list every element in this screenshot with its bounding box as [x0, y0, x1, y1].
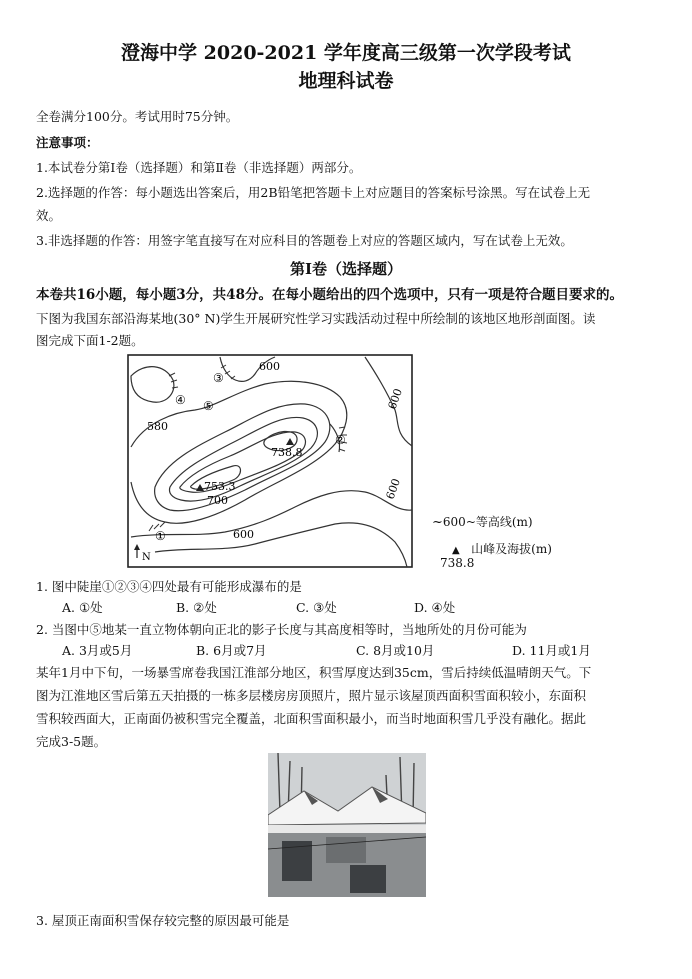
legend-contour-value: 600 — [442, 515, 466, 529]
score-line: 全卷满分100分。考试用时75分钟。 — [36, 109, 239, 124]
q1-option-c: C. ③处 — [296, 600, 337, 615]
context-1b: 图完成下面1-2题。 — [36, 333, 144, 348]
q1-option-d: D. ④处 — [414, 600, 456, 615]
eave — [268, 825, 426, 833]
context-2b: 图为江淮地区雪后第五天拍摄的一栋多层楼房房顶照片，照片显示该屋顶西面积雪面积较小，东面积 — [36, 688, 587, 703]
marker-2: ② — [335, 433, 346, 447]
label-600-top: 600 — [259, 360, 280, 373]
note-1: 1.本试卷分第Ⅰ卷（选择题）和第Ⅱ卷（非选择题）两部分。 — [36, 160, 362, 175]
marker-5: ⑤ — [203, 399, 214, 413]
context-1a: 下图为我国东部沿海某地(30° N)学生开展研究性学习实践活动过程中所绘制的该地区地形剖面图。读 — [36, 311, 596, 326]
map-frame — [128, 355, 412, 567]
exam-subtitle: 地理科试卷 — [298, 70, 394, 92]
notes-heading: 注意事项： — [36, 135, 99, 150]
context-2c: 雪积较西面大，正南面仍被积雪完全覆盖，北面积雪面积最小，而当时地面积雪几乎没有融化。据此 — [36, 711, 587, 726]
context-2a: 某年1月中下旬，一场暴雪席卷我国江淮部分地区，积雪厚度达到35cm，雪后持续低温晴朗天气。下 — [36, 665, 592, 680]
q2-option-c: C. 8月或10月 — [356, 643, 435, 658]
legend-peak: ▲ 山峰及海拔(m) — [452, 542, 552, 556]
question-1: 1. 图中陡崖①②③④四处最有可能形成瀑布的是 — [36, 579, 302, 594]
note-3: 3.非选择题的作答：用签字笔直接写在对应科目的答题卷上对应的答题区域内，写在试卷上无效。 — [36, 233, 573, 248]
marker-3: ③ — [213, 371, 224, 385]
window-lower — [350, 865, 386, 893]
legend-peak-label: 山峰及海拔(m) — [471, 542, 552, 556]
rooftop-photo — [268, 753, 426, 897]
window-center — [326, 837, 366, 863]
label-600-right: 600 — [385, 386, 406, 412]
question-2: 2. 当图中⑤地某一直立物体朝向正北的影子长度与其高度相等时，当地所处的月份可能为 — [36, 622, 527, 637]
q2-option-a: A. 3月或5月 — [62, 643, 133, 658]
label-peak-738: 738.8 — [271, 446, 303, 459]
q2-option-d: D. 11月或1月 — [512, 643, 591, 658]
north-label: N — [142, 552, 151, 563]
label-peak-753: 753.3 — [204, 480, 236, 493]
note-2b: 效。 — [36, 208, 62, 223]
legend-contour-label: 等高线(m) — [475, 515, 533, 529]
section-heading: 第Ⅰ卷（选择题） — [289, 260, 403, 278]
q1-option-a: A. ①处 — [62, 600, 103, 615]
q2-option-b: B. 6月或7月 — [196, 643, 267, 658]
q1-option-b: B. ②处 — [176, 600, 217, 615]
exam-title: 澄海中学 2020-2021 学年度高三级第一次学段考试 — [121, 42, 571, 64]
marker-1: ① — [155, 529, 166, 543]
context-2d: 完成3-5题。 — [36, 734, 107, 749]
section-instruction: 本卷共16小题，每小题3分，共48分。在每小题给出的四个选项中，只有一项是符合题目要求的。 — [36, 287, 623, 303]
legend-contour: ~600~等高线(m) — [432, 515, 533, 530]
question-3: 3. 屋顶正南面积雪保存较完整的原因最可能是 — [36, 913, 290, 928]
label-700: 700 — [207, 494, 228, 507]
legend-peak-value: 738.8 — [440, 556, 475, 570]
contour-map — [125, 352, 415, 570]
label-600-bottom: 600 — [233, 528, 254, 541]
marker-4: ④ — [175, 393, 186, 407]
label-600-right2: 600 — [383, 476, 404, 502]
note-2a: 2.选择题的作答：每小题选出答案后，用2B铅笔把答题卡上对应题目的答案标号涂黑。写在试卷上无 — [36, 185, 591, 200]
label-580: 580 — [147, 420, 168, 433]
